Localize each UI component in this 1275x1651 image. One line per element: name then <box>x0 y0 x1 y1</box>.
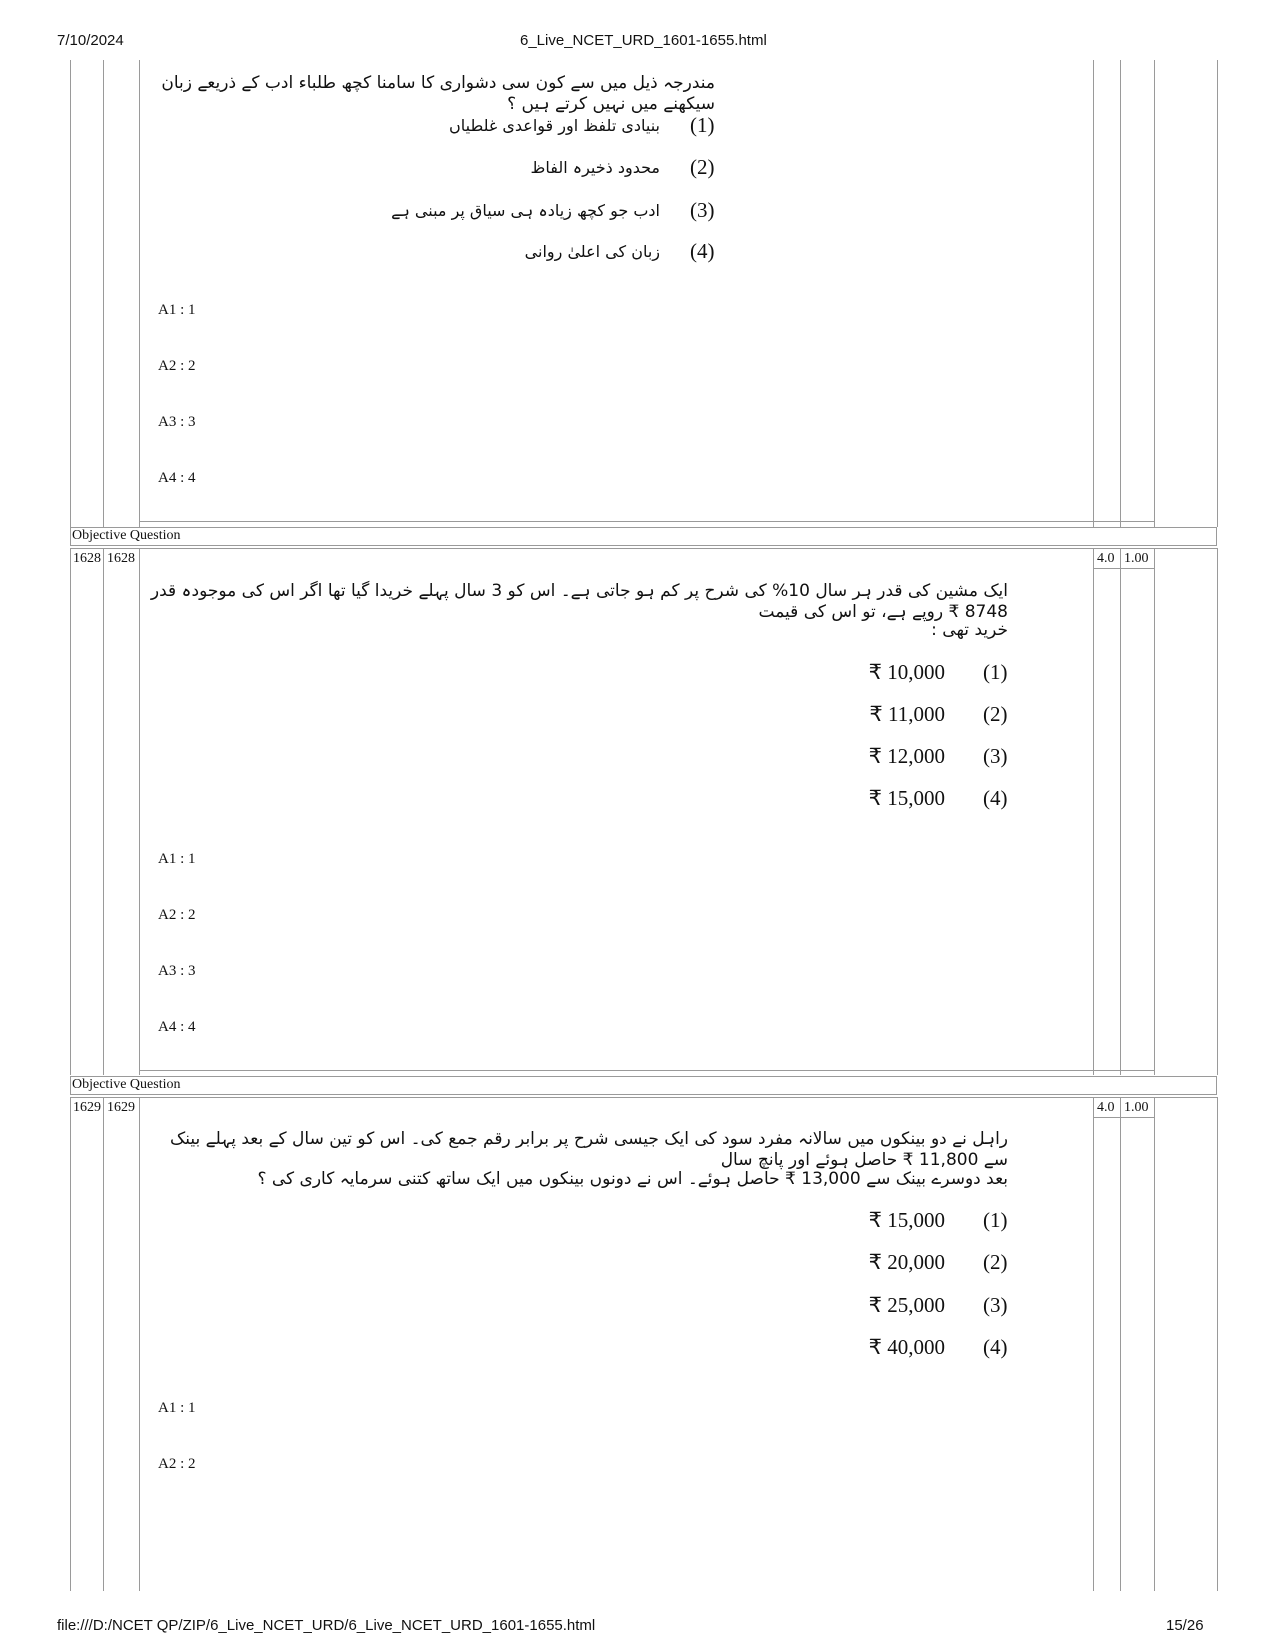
option-number: (1) <box>983 1208 1008 1232</box>
table-border <box>70 548 1217 549</box>
question-text: بعد دوسرے بینک سے 13,000 ₹ حاصل ہوئے۔ اس نے دونوں بینکوں میں ایک ساتھ کتنی سرمایہ کاری کی ؟ <box>257 1169 1008 1189</box>
option-number: (3) <box>690 198 715 222</box>
table-border <box>1154 548 1155 1075</box>
option-number: (3) <box>983 744 1008 768</box>
table-border <box>1154 60 1155 527</box>
table-border <box>70 1097 1217 1098</box>
negative-marks: 1.00 <box>1124 1100 1149 1115</box>
table-border <box>1120 60 1121 527</box>
table-border <box>103 548 104 1075</box>
question-text: خرید تھی : <box>931 620 1008 640</box>
option-value: ₹ 11,000 <box>869 702 945 726</box>
option-value: ₹ 20,000 <box>868 1250 945 1274</box>
table-border <box>1093 1117 1154 1118</box>
answer-choice: A4 : 4 <box>158 1019 196 1035</box>
table-border <box>1093 60 1094 527</box>
table-border <box>70 60 71 527</box>
table-border <box>103 60 104 527</box>
marks: 4.0 <box>1097 551 1115 566</box>
question-text: ایک مشین کی قدر ہر سال 10% کی شرح پر کم ہو جاتی ہے۔ اس کو 3 سال پہلے خریدا گیا تھا اگر اس کی موجودہ قدر 8748 ₹ روپے ہے، تو اس کی قیمت <box>150 581 1008 622</box>
table-border <box>1120 1097 1121 1591</box>
page-number: 15/26 <box>1166 1617 1204 1634</box>
answer-choice: A2 : 2 <box>158 1456 196 1472</box>
table-border <box>70 548 71 1075</box>
table-border <box>1093 568 1154 569</box>
serial-number: 1629 <box>73 1100 101 1115</box>
table-border <box>139 548 140 1075</box>
table-border <box>1093 1097 1094 1591</box>
table-border <box>103 1097 104 1591</box>
option-number: (2) <box>983 702 1008 726</box>
option-number: (4) <box>690 239 715 263</box>
table-border <box>1093 521 1154 522</box>
question-id: 1628 <box>107 551 135 566</box>
print-date: 7/10/2024 <box>57 32 124 49</box>
table-border <box>1217 548 1218 1075</box>
option-value: ₹ 40,000 <box>868 1335 945 1359</box>
option-text: محدود ذخیرہ الفاظ <box>530 158 660 177</box>
answer-choice: A3 : 3 <box>158 414 196 430</box>
question-type-bar <box>70 1076 1217 1095</box>
table-border <box>1120 548 1121 1075</box>
table-border <box>139 60 140 527</box>
table-border <box>1217 60 1218 527</box>
table-border <box>139 1097 140 1591</box>
option-number: (1) <box>983 660 1008 684</box>
answer-choice: A1 : 1 <box>158 1400 196 1416</box>
option-number: (4) <box>983 786 1008 810</box>
answer-choice: A2 : 2 <box>158 907 196 923</box>
option-number: (2) <box>690 155 715 179</box>
table-border <box>1154 1097 1155 1591</box>
question-type-label: Objective Question <box>72 1077 181 1092</box>
table-border <box>1093 548 1094 1075</box>
question-text: راہل نے دو بینکوں میں سالانہ مفرد سود کی ایک جیسی شرح پر برابر رقم جمع کی۔ اس کو تین سال کے بعد پہلے بینک سے 11,800 ₹ حاصل ہوئے اور پانچ سال <box>170 1129 1008 1170</box>
table-border <box>139 521 1093 522</box>
marks: 4.0 <box>1097 1100 1115 1115</box>
option-text: زبان کی اعلیٰ روانی <box>524 242 660 261</box>
option-number: (3) <box>983 1293 1008 1317</box>
table-border <box>1093 1070 1154 1071</box>
document-title: 6_Live_NCET_URD_1601-1655.html <box>520 32 767 49</box>
table-border <box>139 1070 1093 1071</box>
option-text: بنیادی تلفظ اور قواعدی غلطیاں <box>449 116 660 135</box>
answer-choice: A2 : 2 <box>158 358 196 374</box>
negative-marks: 1.00 <box>1124 551 1149 566</box>
option-text: ادب جو کچھ زیادہ ہی سیاق پر مبنی ہے <box>391 201 660 220</box>
file-path: file:///D:/NCET QP/ZIP/6_Live_NCET_URD/6_Live_NCET_URD_1601-1655.html <box>57 1617 596 1634</box>
option-number: (4) <box>983 1335 1008 1359</box>
table-border <box>70 1097 71 1591</box>
option-number: (2) <box>983 1250 1008 1274</box>
question-type-label: Objective Question <box>72 528 181 543</box>
question-text: مندرجہ ذیل میں سے کون سی دشواری کا سامنا کچھ طلباء ادب کے ذریعے زبان سیکھنے میں نہیں کرتے ہیں ؟ <box>161 73 715 114</box>
option-value: ₹ 15,000 <box>868 1208 945 1232</box>
serial-number: 1628 <box>73 551 101 566</box>
option-number: (1) <box>690 113 715 137</box>
table-border <box>1217 1097 1218 1591</box>
question-id: 1629 <box>107 1100 135 1115</box>
answer-choice: A3 : 3 <box>158 963 196 979</box>
option-value: ₹ 12,000 <box>868 744 945 768</box>
answer-choice: A4 : 4 <box>158 470 196 486</box>
option-value: ₹ 10,000 <box>868 660 945 684</box>
option-value: ₹ 25,000 <box>868 1293 945 1317</box>
option-value: ₹ 15,000 <box>868 786 945 810</box>
question-type-bar <box>70 527 1217 546</box>
answer-choice: A1 : 1 <box>158 851 196 867</box>
answer-choice: A1 : 1 <box>158 302 196 318</box>
